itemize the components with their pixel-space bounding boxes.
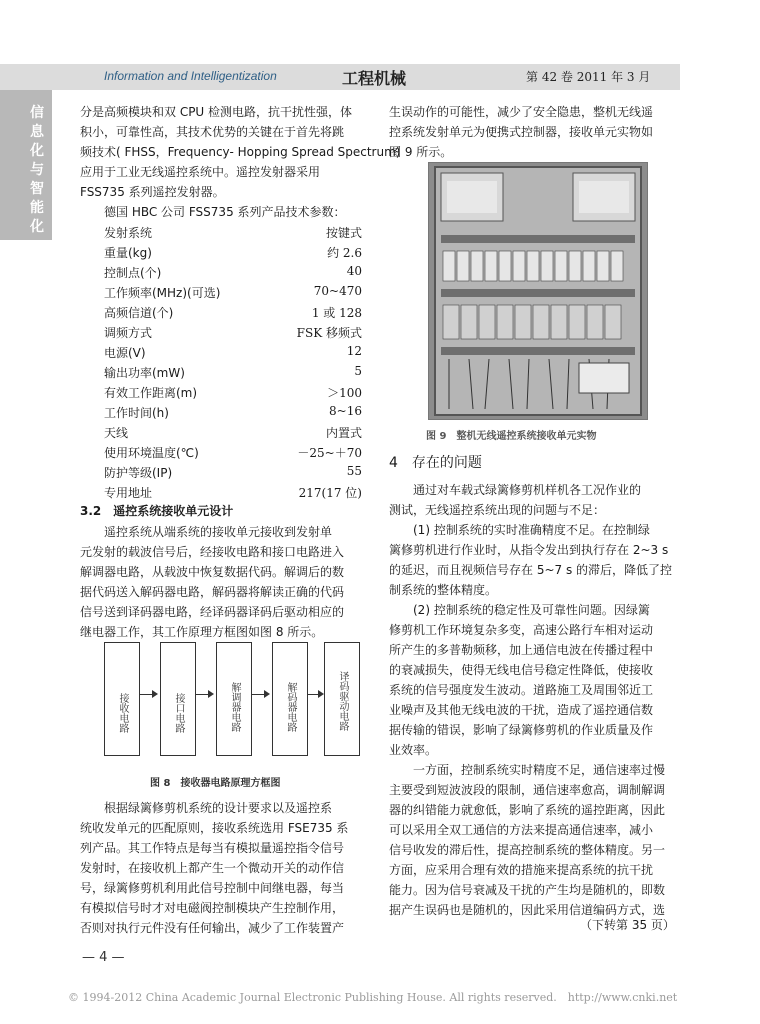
section-heading-4: 4 存在的问题	[389, 455, 482, 471]
param-value: 40	[346, 264, 362, 278]
body-line: (2) 控制系统的稳定性及可靠性问题。因绿篱	[413, 603, 650, 617]
continued-note: （下转第 35 页）	[580, 918, 675, 932]
body-line: 修剪机工作环境复杂多变，高速公路行车相对运动	[389, 623, 654, 637]
body-line: 业效率。	[389, 743, 438, 757]
page-number: — 4 —	[82, 950, 125, 965]
param-row	[104, 344, 362, 363]
param-key: 工作频率(MHz)(可选)	[104, 286, 221, 300]
param-key: 控制点(个)	[104, 266, 162, 280]
figure-8-caption: 图 8 接收器电路原理方框图	[150, 778, 281, 789]
param-row	[104, 304, 362, 323]
param-key: 工作时间(h)	[104, 406, 169, 420]
body-line: 继电器工作，其工作原理方框图如图 8 所示。	[80, 625, 324, 639]
journal-english-title: Information and Intelligentization	[104, 69, 277, 83]
param-key: 重量(kg)	[104, 246, 152, 260]
param-value: ＞100	[327, 386, 362, 400]
param-row	[104, 464, 362, 483]
param-value: 约 2.6	[327, 246, 362, 260]
body-line: 据产生误码也是随机的，因此采用信道编码方式，选	[389, 903, 666, 917]
param-value: FSK 移频式	[296, 326, 362, 340]
intro-line: 应用于工业无线遥控系统中。遥控发射器采用	[80, 165, 321, 179]
block-interface-circuit	[160, 642, 196, 756]
body-line: 系统的信号强度发生波动。道路施工及周围邻近工	[389, 683, 654, 697]
body-line: 根据绿篱修剪机系统的设计要求以及遥控系	[104, 801, 333, 815]
flow-arrow	[196, 694, 212, 695]
param-value: 12	[346, 344, 362, 358]
journal-chinese-title: 工程机械	[342, 69, 407, 88]
param-value: 内置式	[325, 426, 362, 440]
param-value: 8~16	[329, 404, 362, 418]
body-line: 的延迟，而且视频信号存在 5~7 s 的滞后，降低了控	[389, 563, 673, 577]
param-key: 使用环境温度(℃)	[104, 446, 199, 460]
body-line: 否则对执行元件没有任何输出，减少了工作装置产	[80, 921, 345, 935]
figure-9-caption: 图 9 整机无线遥控系统接收单元实物	[426, 431, 597, 442]
body-line: 信号送到译码器电路，经译码器译码后驱动相应的	[80, 605, 345, 619]
body-line: 器的纠错能力就愈低，影响了系统的遥控距离，因此	[389, 803, 666, 817]
param-key: 有效工作距离(m)	[104, 386, 198, 400]
body-line: 通过对车载式绿篱修剪机样机各工况作业的	[413, 483, 642, 497]
param-row	[104, 424, 362, 443]
body-line: 控系统发射单元为便携式控制器，接收单元实物如	[389, 125, 654, 139]
param-row	[104, 224, 362, 243]
params-title: 德国 HBC 公司 FSS735 系列产品技术参数：	[104, 205, 346, 219]
intro-line: FSS735 系列遥控发射器。	[80, 185, 225, 199]
body-line: 篱修剪机进行作业时，从指令发出到执行存在 2~3 s	[389, 543, 669, 557]
param-key: 电源(V)	[104, 346, 146, 360]
body-line: 测试，无线遥控系统出现的问题与不足：	[389, 503, 606, 517]
param-row	[104, 444, 362, 463]
param-value: 按键式	[325, 226, 362, 240]
block-translate-drive-circuit	[324, 642, 360, 756]
body-line: 可以采用全双工通信的方法来提高通信速率，减小	[389, 823, 654, 837]
param-row	[104, 324, 362, 343]
body-line: 信号收发的滞后性，提高控制系统的整体精度。另一	[389, 843, 666, 857]
block-label: 译码驱动电路	[337, 671, 348, 731]
param-value: 1 或 128	[311, 306, 362, 320]
body-line: 业噪声及其他无线电波的干扰，造成了遥控通信数	[389, 703, 654, 717]
issue-info: 第 42 卷 2011 年 3 月	[526, 70, 651, 84]
body-line: 的衰减损失，使得无线电信号稳定性降低，使接收	[389, 663, 654, 677]
body-line: (1) 控制系统的实时准确精度不足。在控制绿	[413, 523, 650, 537]
body-line: 主要受到短波波段的限制，通信速率愈高，调制解调	[389, 783, 666, 797]
param-value: 217(17 位)	[298, 486, 362, 500]
param-value: －25~＋70	[297, 446, 362, 460]
body-line: 据传输的错误，影响了绿篱修剪机的作业质量及作	[389, 723, 654, 737]
param-key: 发射系统	[104, 226, 153, 240]
param-value: 5	[354, 364, 362, 378]
section-heading-3-2: 3.2 遥控系统接收单元设计	[80, 504, 234, 518]
flow-arrow	[308, 694, 322, 695]
copyright-footer: © 1994-2012 China Academic Journal Electronic Publishing House. All rights reserved. http://www.cnki.net	[68, 991, 678, 1004]
receiver-unit-photo	[428, 162, 648, 420]
intro-line: 分是高频模块和双 CPU 检测电路，抗干扰性强，体	[80, 105, 353, 119]
side-section-title: 信息化与智能化	[30, 105, 44, 235]
body-line: 解调器电路，从载波中恢复数据代码。解调后的数	[80, 565, 345, 579]
body-line: 列产品。其工作特点是每当有模拟量遥控指令信号	[80, 841, 345, 855]
receiver-block-diagram	[94, 640, 356, 770]
body-line: 据代码送入解码器电路，解码器将解读正确的代码	[80, 585, 345, 599]
param-row	[104, 404, 362, 423]
param-row	[104, 484, 362, 503]
flow-arrow	[252, 694, 268, 695]
body-line: 所产生的多普勒频移，加上通信电波在传播过程中	[389, 643, 654, 657]
body-line: 图 9 所示。	[389, 145, 453, 159]
param-value: 55	[346, 464, 362, 478]
body-line: 遥控系统从端系统的接收单元接收到发射单	[104, 525, 333, 539]
body-line: 一方面，控制系统实时精度不足，通信速率过慢	[413, 763, 666, 777]
body-line: 制系统的整体精度。	[389, 583, 498, 597]
body-line: 号，绿篱修剪机利用此信号控制中间继电器，每当	[80, 881, 345, 895]
param-row	[104, 284, 362, 303]
body-line: 统收发单元的匹配原则，接收系统选用 FSE735 系	[80, 821, 349, 835]
flow-arrow	[140, 694, 156, 695]
intro-line: 频技术( FHSS，Frequency- Hopping Spread Spectrum)	[80, 145, 401, 159]
param-row	[104, 244, 362, 263]
intro-line: 积小，可靠性高，其技术优势的关键在于首先将跳	[80, 125, 345, 139]
body-line: 生误动作的可能性，减少了安全隐患，整机无线遥	[389, 105, 654, 119]
param-key: 调频方式	[104, 326, 153, 340]
block-demodulator-circuit	[216, 642, 252, 756]
body-line: 发射时，在接收机上都产生一个微动开关的动作信	[80, 861, 345, 875]
block-decoder-circuit	[272, 642, 308, 756]
param-key: 专用地址	[104, 486, 153, 500]
param-key: 天线	[104, 426, 129, 440]
param-key: 输出功率(mW)	[104, 366, 185, 380]
param-row	[104, 384, 362, 403]
block-label: 解码器电路	[285, 682, 296, 732]
body-line: 元发射的载波信号后，经接收电路和接口电路进入	[80, 545, 345, 559]
block-label: 接口电路	[173, 693, 184, 733]
param-value: 70~470	[313, 284, 362, 298]
body-line: 有模拟信号时才对电磁阀控制模块产生控制作用，	[80, 901, 345, 915]
param-key: 防护等级(IP)	[104, 466, 173, 480]
param-key: 高频信道(个)	[104, 306, 174, 320]
body-line: 方面，应采用合理有效的措施来提高系统的抗干扰	[389, 863, 654, 877]
param-row	[104, 364, 362, 383]
cabinet-illustration	[429, 163, 647, 419]
block-label: 解调器电路	[229, 682, 240, 732]
block-label: 接收电路	[117, 693, 128, 733]
block-receive-circuit	[104, 642, 140, 756]
param-row	[104, 264, 362, 283]
body-line: 能力。因为信号衰减及干扰的产生均是随机的，即数	[389, 883, 666, 897]
